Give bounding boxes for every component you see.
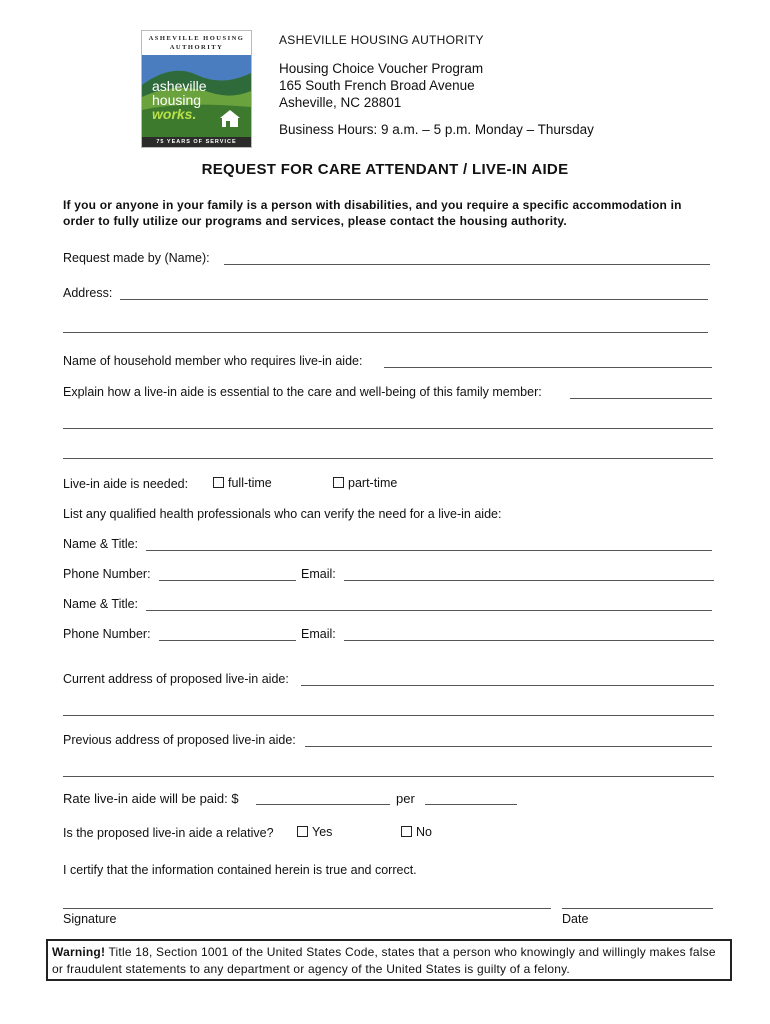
email-field-2[interactable] [344,640,714,641]
housing-authority-logo [141,30,252,148]
logo-org-name [142,31,251,55]
explain-field-line2[interactable] [63,428,713,429]
name-title-label-2: Name & Title: [63,597,139,611]
phone-label-2: Phone Number: [63,627,151,641]
relative-yes-label: Yes [312,825,333,839]
rate-amount-field[interactable] [256,804,390,805]
form-title: REQUEST FOR CARE ATTENDANT / LIVE-IN AIDE [201,161,569,178]
phone-field-1[interactable] [159,580,296,581]
program-name: Housing Choice Voucher Program [279,61,484,76]
address-label: Address: [63,286,113,300]
org-name: ASHEVILLE HOUSING AUTHORITY [279,33,484,47]
email-label-1: Email: [301,567,336,581]
member-field[interactable] [384,367,712,368]
part-time-checkbox[interactable] [333,477,344,488]
street-address: 165 South French Broad Avenue [279,78,475,93]
logo-word2: housing [152,92,202,108]
explain-field[interactable] [570,398,712,399]
request-by-field[interactable] [224,264,710,265]
phone-label-1: Phone Number: [63,567,151,581]
explain-field-line3[interactable] [63,458,713,459]
list-professionals-label: List any qualified health professionals who can verify the need for a live-in aide: [63,507,502,521]
intro-text: If you or anyone in your family is a person with disabilities, and you require a specific accommodation in order to fully utilize our programs and services, please contact the housing authority. [63,198,682,228]
name-title-field-1[interactable] [146,550,712,551]
member-label: Name of household member who requires live-in aide: [63,354,363,368]
part-time-option[interactable] [333,476,397,490]
relative-yes-option[interactable] [297,825,332,839]
email-label-2: Email: [301,627,336,641]
current-address-label: Current address of proposed live-in aide: [63,672,289,686]
current-address-field[interactable] [301,685,714,686]
previous-address-label: Previous address of proposed live-in aide: [63,733,296,747]
signature-field[interactable] [63,908,551,909]
previous-address-field-line2[interactable] [63,776,714,777]
city-address: Asheville, NC 28801 [279,95,402,110]
name-title-label-1: Name & Title: [63,537,139,551]
email-field-1[interactable] [344,580,714,581]
full-time-option[interactable] [213,476,272,490]
previous-address-field[interactable] [305,746,712,747]
rate-label: Rate live-in aide will be paid: $ [63,791,239,806]
relative-no-checkbox[interactable] [401,826,412,837]
logo-top-line1: ASHEVILLE HOUSING [148,35,245,42]
explain-label: Explain how a live-in aide is essential to the care and well-being of this family member: [63,385,542,399]
address-field[interactable] [120,299,708,300]
logo-word3: works. [152,106,197,122]
logo-top-line2: AUTHORITY [169,44,224,51]
phone-field-2[interactable] [159,640,296,641]
relative-label: Is the proposed live-in aide a relative? [63,826,274,840]
name-title-field-2[interactable] [146,610,712,611]
full-time-label: full-time [228,476,272,490]
logo-tagline: 75 YEARS OF SERVICE [142,137,251,147]
part-time-label: part-time [348,476,398,490]
full-time-checkbox[interactable] [213,477,224,488]
current-address-field-line2[interactable] [63,715,714,716]
logo-word1: asheville [152,78,207,94]
relative-no-label: No [416,825,432,839]
certify-statement: I certify that the information contained herein is true and correct. [63,863,417,877]
date-label: Date [562,912,589,926]
warning-label: Warning! [52,945,106,959]
relative-no-option[interactable] [401,825,432,839]
address-field-line2[interactable] [63,332,708,333]
rate-period-field[interactable] [425,804,517,805]
needed-label: Live-in aide is needed: [63,477,189,491]
request-by-label: Request made by (Name): [63,251,210,265]
warning-text: Title 18, Section 1001 of the United States Code, states that a person who knowingly and willingly makes false or fraudulent statements to any department or agency of the United States is guilty of a felony. [52,945,716,976]
date-field[interactable] [562,908,713,909]
signature-label: Signature [63,912,117,926]
business-hours: Business Hours: 9 a.m. – 5 p.m. Monday – Thursday [279,122,594,137]
rate-per-label: per [396,791,415,806]
warning-box [46,939,732,981]
logo-wordmark [152,79,206,121]
relative-yes-checkbox[interactable] [297,826,308,837]
